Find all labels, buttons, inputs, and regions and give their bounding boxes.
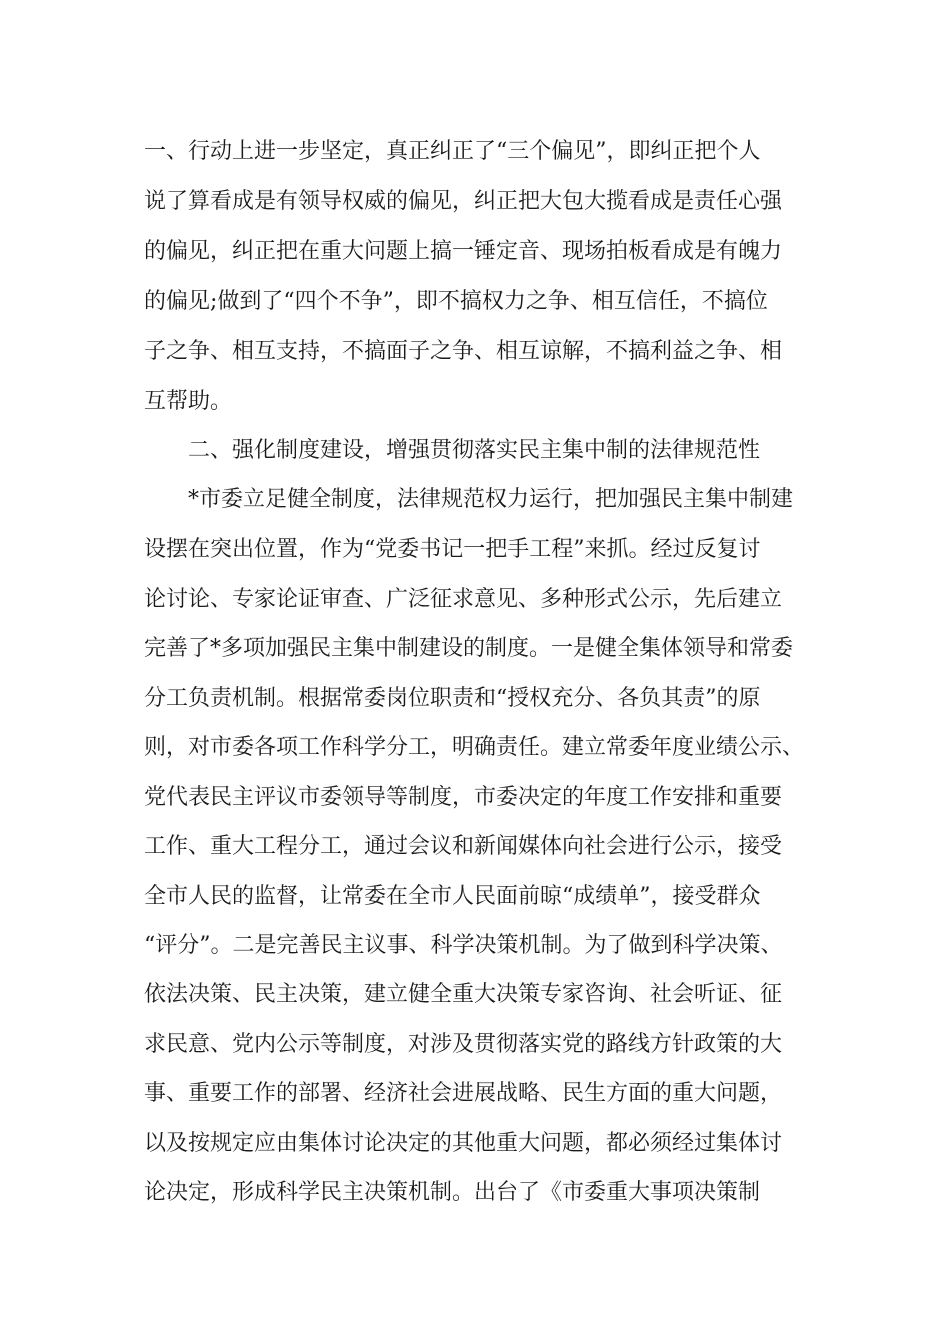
text-line: 党代表民主评议市委领导等制度，市委决定的年度工作安排和重要: [144, 785, 783, 810]
text-line: 论讨论、专家论证审查、广泛征求意见、多种形式公示，先后建立: [144, 587, 783, 612]
text-line: 则，对市委各项工作科学分工，明确责任。建立常委年度业绩公示、: [144, 735, 805, 760]
text-line: 设摆在突出位置，作为“党委书记一把手工程”来抓。经过反复讨: [144, 537, 761, 562]
text-line: 工作、重大工程分工，通过会议和新闻媒体向社会进行公示，接受: [144, 834, 783, 859]
text-line: *市委立足健全制度，法律规范权力运行，把加强民主集中制建: [188, 487, 794, 512]
text-line: 全市人民的监督，让常委在全市人民面前晾“成绩单”，接受群众: [144, 884, 761, 909]
section-heading: 二、强化制度建设，增强贯彻落实民主集中制的法律规范性: [188, 438, 761, 463]
text-line: 子之争、相互支持，不搞面子之争、相互谅解，不搞利益之争、相: [144, 339, 783, 364]
text-line: 一、行动上进一步坚定，真正纠正了“三个偏见”，即纠正把个人: [144, 139, 761, 164]
text-line: 的偏见，纠正把在重大问题上搞一锤定音、现场拍板看成是有魄力: [144, 239, 783, 264]
text-line: 说了算看成是有领导权威的偏见，纠正把大包大揽看成是责任心强: [144, 189, 783, 214]
text-line: 互帮助。: [144, 389, 233, 414]
text-line: 的偏见;做到了“四个不争”，即不搞权力之争、相互信任，不搞位: [144, 289, 768, 314]
text-line: 依法决策、民主决策，建立健全重大决策专家咨询、社会听证、征: [144, 982, 783, 1007]
text-line: 以及按规定应由集体讨论决定的其他重大问题，都必须经过集体讨: [144, 1131, 783, 1156]
text-line: 事、重要工作的部署、经济社会进展战略、民生方面的重大问题，: [144, 1081, 783, 1106]
text-line: 完善了*多项加强民主集中制建设的制度。一是健全集体领导和常委: [144, 636, 794, 661]
text-line: “评分”。二是完善民主议事、科学决策机制。为了做到科学决策、: [144, 933, 783, 958]
text-line: 论决定，形成科学民主决策机制。出台了《市委重大事项决策制: [144, 1180, 761, 1205]
text-line: 求民意、党内公示等制度，对涉及贯彻落实党的路线方针政策的大: [144, 1032, 783, 1057]
text-line: 分工负责机制。根据常委岗位职责和“授权充分、各负其责”的原: [144, 686, 761, 711]
